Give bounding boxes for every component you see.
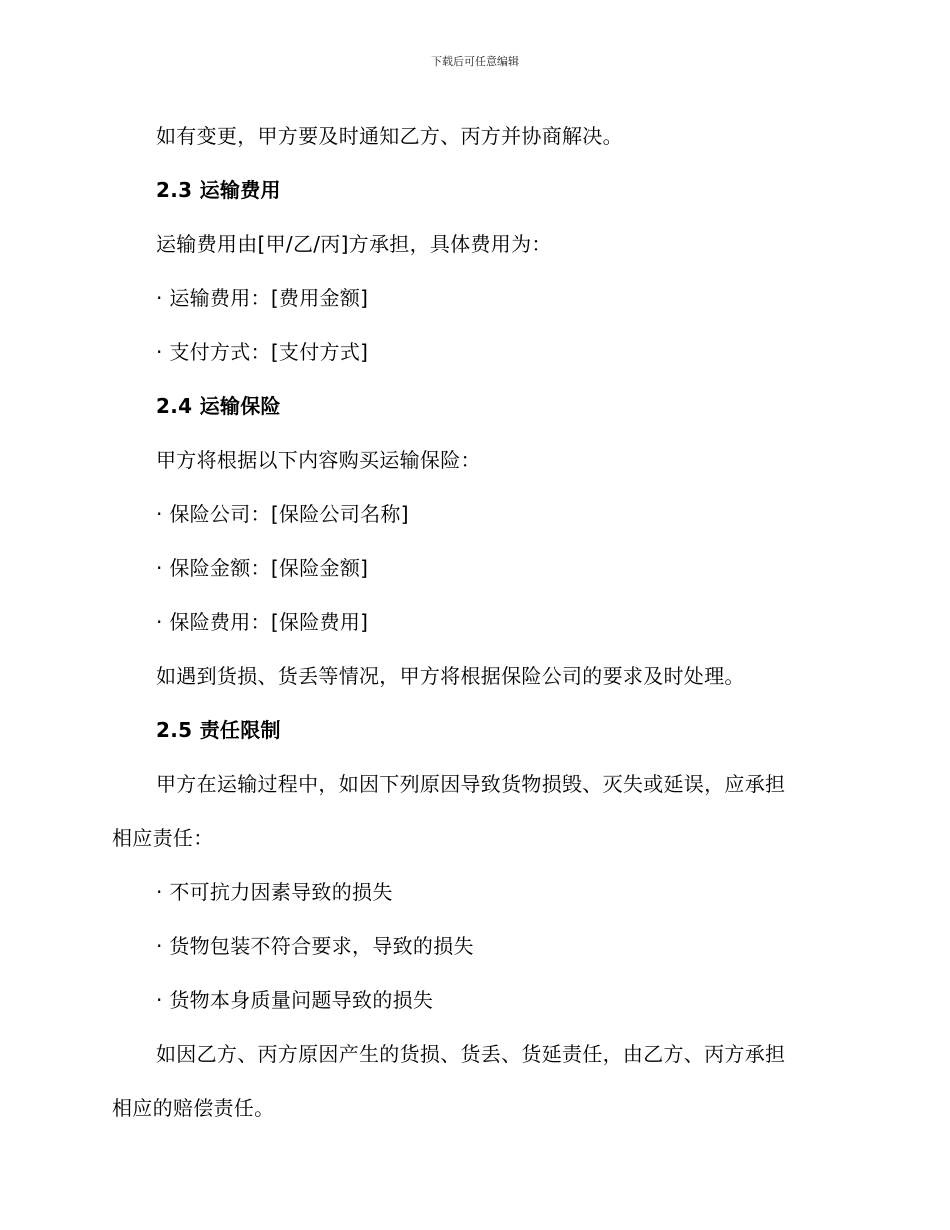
bullet-force-majeure: · 不可抗力因素导致的损失 [156,880,393,904]
paragraph-insurance-intro: 甲方将根据以下内容购买运输保险： [156,448,481,472]
document-body [112,109,832,1135]
bullet-insurance-fee: · 保险费用：[保险费用] [156,610,369,634]
paragraph-liability-line-2: 相应责任： [112,826,214,850]
bullet-insurance-amount: · 保险金额：[保险金额] [156,556,369,580]
section-heading-2-5: 2.5 责任限制 [156,718,281,742]
bullet-payment-method: · 支付方式：[支付方式] [156,340,369,364]
section-heading-2-3: 2.3 运输费用 [156,178,281,202]
section-heading-2-4: 2.4 运输保险 [156,394,281,418]
bullet-transport-fee: · 运输费用：[费用金额] [156,286,369,310]
paragraph-liability-line-1: 甲方在运输过程中，如因下列原因导致货物损毁、灭失或延误，应承担 [156,772,786,796]
paragraph-transport-fee-intro: 运输费用由[甲/乙/丙]方承担，具体费用为： [156,232,552,256]
bullet-insurance-company: · 保险公司：[保险公司名称] [156,502,409,526]
paragraph-change-notice: 如有变更，甲方要及时通知乙方、丙方并协商解决。 [156,124,623,148]
paragraph-damage-handling: 如遇到货损、货丢等情况，甲方将根据保险公司的要求及时处理。 [156,664,745,688]
paragraph-compensation-line-1: 如因乙方、丙方原因产生的货损、货丢、货延责任，由乙方、丙方承担 [156,1042,786,1066]
page-header-note: 下载后可任意编辑 [431,55,519,68]
paragraph-compensation [112,1027,832,1135]
paragraph-compensation-line-2: 相应的赔偿责任。 [112,1096,275,1120]
bullet-quality: · 货物本身质量问题导致的损失 [156,988,434,1012]
paragraph-liability [112,757,832,865]
bullet-packaging: · 货物包装不符合要求，导致的损失 [156,934,474,958]
